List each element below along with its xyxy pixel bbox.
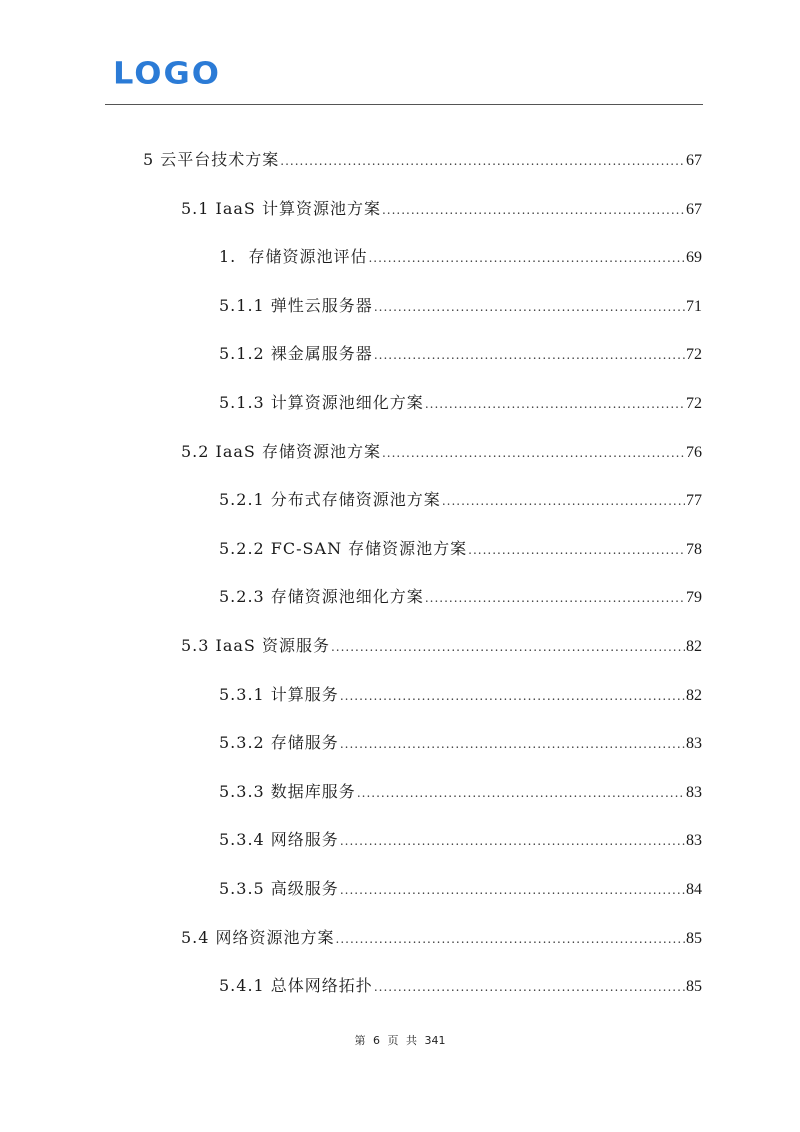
toc-entry[interactable]: [219, 879, 702, 899]
toc-entry-page: 79: [686, 589, 702, 607]
toc-entry[interactable]: [143, 150, 702, 170]
toc-entry-number: 5: [143, 150, 161, 169]
toc-entry-page: 67: [686, 152, 702, 169]
page-number-footer: 第 6 页 共 341: [354, 1034, 446, 1047]
toc-dot-leader: [374, 297, 685, 317]
toc-entry-number: 5.2.3: [219, 587, 271, 607]
toc-entry[interactable]: [219, 247, 702, 267]
toc-entry-title: 裸金属服务器: [270, 344, 373, 364]
toc-entry-page: 83: [686, 735, 702, 753]
toc-entry-number: 5.3.3: [219, 781, 271, 801]
toc-entry-page: 72: [686, 346, 702, 364]
toc-entry[interactable]: [181, 636, 702, 656]
toc-entry-page: 82: [686, 638, 702, 655]
toc-entry[interactable]: [219, 490, 702, 510]
toc-entry-number: 5.3.1: [219, 684, 271, 704]
toc-entry-title: 高级服务: [270, 879, 339, 898]
toc-entry-title: 计算服务: [270, 684, 339, 704]
toc-entry-number: 5.3.5: [219, 879, 271, 898]
toc-entry-number: 5.4: [181, 927, 216, 947]
toc-entry[interactable]: [219, 782, 702, 802]
toc-entry-page: 69: [686, 249, 702, 267]
toc-dot-leader: [340, 831, 685, 851]
toc-entry-title: 存储服务: [270, 733, 339, 753]
toc-dot-leader: [340, 880, 685, 900]
toc-entry[interactable]: [181, 928, 702, 948]
toc-dot-leader: [280, 151, 685, 171]
company-logo: LOGO: [113, 55, 221, 92]
toc-entry-page: 83: [686, 832, 702, 850]
toc-entry-number: 5.3: [181, 636, 216, 655]
toc-entry-page: 84: [686, 881, 702, 898]
toc-entry-page: 85: [686, 978, 702, 996]
toc-entry-number: 5.1.2: [219, 344, 271, 364]
toc-entry-page: 76: [686, 443, 702, 461]
toc-dot-leader: [368, 248, 685, 268]
toc-entry[interactable]: [219, 393, 702, 413]
toc-entry[interactable]: [219, 830, 702, 850]
toc-entry-number: 5.4.1: [219, 976, 271, 996]
toc-entry[interactable]: [219, 733, 702, 753]
toc-entry-number: 5.1.1: [219, 295, 271, 315]
toc-dot-leader: [331, 637, 685, 657]
toc-entry-title: 网络服务: [270, 830, 339, 850]
toc-entry[interactable]: [219, 296, 702, 316]
toc-dot-leader: [340, 734, 685, 754]
toc-entry-page: 82: [686, 686, 702, 704]
toc-entry-title: 弹性云服务器: [270, 295, 373, 315]
toc-dot-leader: [336, 929, 685, 949]
toc-entry-page: 67: [686, 200, 702, 218]
toc-entry-title: 分布式存储资源池方案: [270, 490, 441, 510]
toc-entry-title: IaaS 计算资源池方案: [215, 198, 381, 218]
toc-entry-number: 5.3.2: [219, 733, 271, 753]
toc-entry-number: 5.3.4: [219, 830, 271, 850]
toc-entry-title: 存储资源池细化方案: [270, 587, 424, 607]
toc-entry-title: 网络资源池方案: [215, 927, 335, 947]
toc-entry-title: 存储资源池评估: [248, 247, 368, 267]
toc-entry[interactable]: [181, 442, 702, 462]
toc-dot-leader: [425, 588, 685, 608]
toc-dot-leader: [374, 345, 685, 365]
toc-entry-page: 85: [686, 929, 702, 947]
toc-entry[interactable]: [219, 976, 702, 996]
toc-entry[interactable]: [219, 539, 702, 559]
toc-dot-leader: [340, 686, 685, 706]
toc-dot-leader: [442, 491, 685, 511]
toc-entry-title: FC-SAN 存储资源池方案: [270, 538, 468, 558]
toc-dot-leader: [468, 540, 685, 560]
toc-entry-title: 总体网络拓扑: [270, 976, 373, 996]
toc-entry-title: 数据库服务: [270, 781, 356, 801]
toc-entry[interactable]: [219, 685, 702, 705]
toc-entry-title: IaaS 资源服务: [215, 636, 330, 655]
toc-dot-leader: [357, 783, 685, 803]
toc-entry-number: 5.2: [181, 441, 216, 461]
toc-dot-leader: [382, 200, 685, 220]
toc-dot-leader: [374, 977, 685, 997]
toc-entry[interactable]: [219, 344, 702, 364]
toc-dot-leader: [425, 394, 685, 414]
toc-entry-page: 78: [686, 540, 702, 558]
toc-entry[interactable]: [219, 587, 702, 607]
toc-entry-page: 77: [686, 492, 702, 510]
toc-entry-number: 5.2.1: [219, 490, 271, 510]
toc-entry-page: 72: [686, 395, 702, 412]
toc-entry-title: IaaS 存储资源池方案: [215, 441, 381, 461]
toc-dot-leader: [382, 443, 685, 463]
toc-entry[interactable]: [181, 199, 702, 219]
toc-entry-number: 5.2.2: [219, 538, 271, 558]
toc-entry-page: 71: [686, 297, 702, 315]
toc-entry-page: 83: [686, 783, 702, 801]
toc-entry-number: 5.1: [181, 198, 216, 218]
toc-entry-title: 云平台技术方案: [160, 150, 280, 169]
toc-entry-number: 5.1.3: [219, 393, 271, 412]
toc-entry-number: 1.: [219, 247, 249, 267]
toc-entry-title: 计算资源池细化方案: [270, 393, 424, 412]
